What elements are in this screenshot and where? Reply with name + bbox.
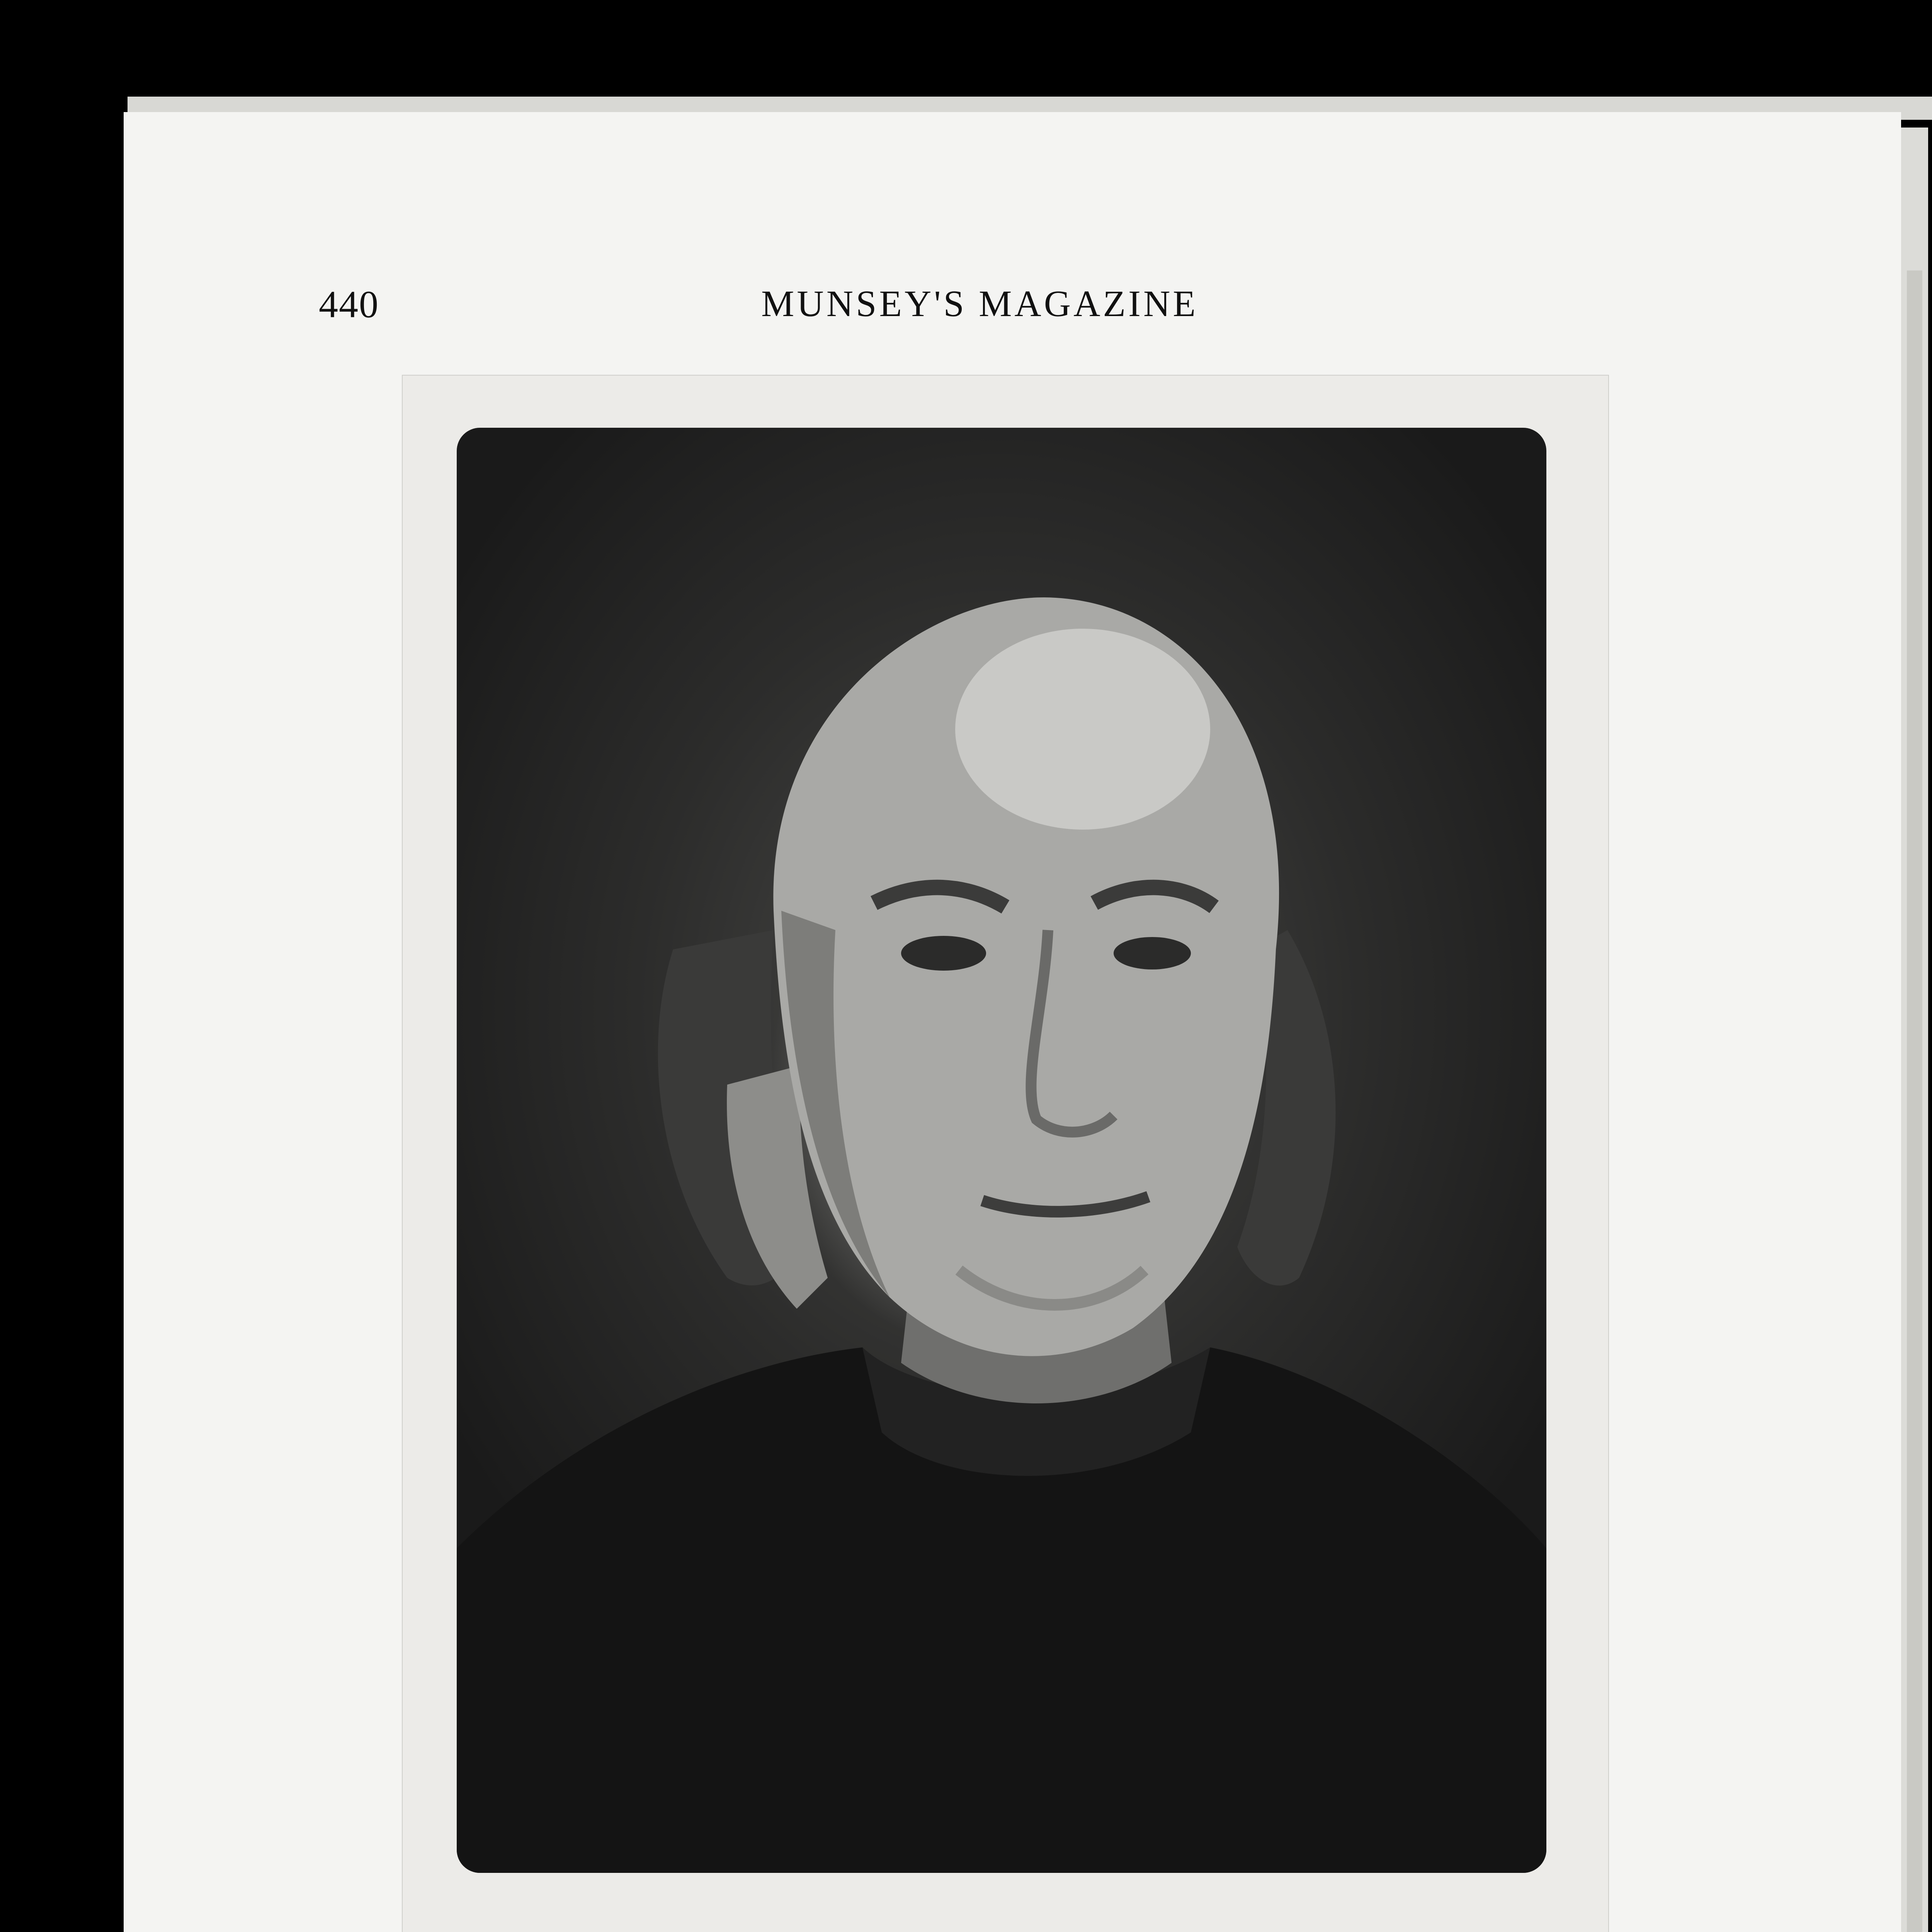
portrait-illustration [457,428,1546,1873]
photo-plate [402,375,1609,1932]
page-number: 440 [319,283,379,326]
back-page-edge-right-shadow [1907,270,1922,1932]
magazine-page [124,112,1901,1932]
bishop-portrait-photo [457,428,1546,1873]
running-title: MUNSEY'S MAGAZINE [761,283,1198,324]
page-header [124,282,1901,340]
